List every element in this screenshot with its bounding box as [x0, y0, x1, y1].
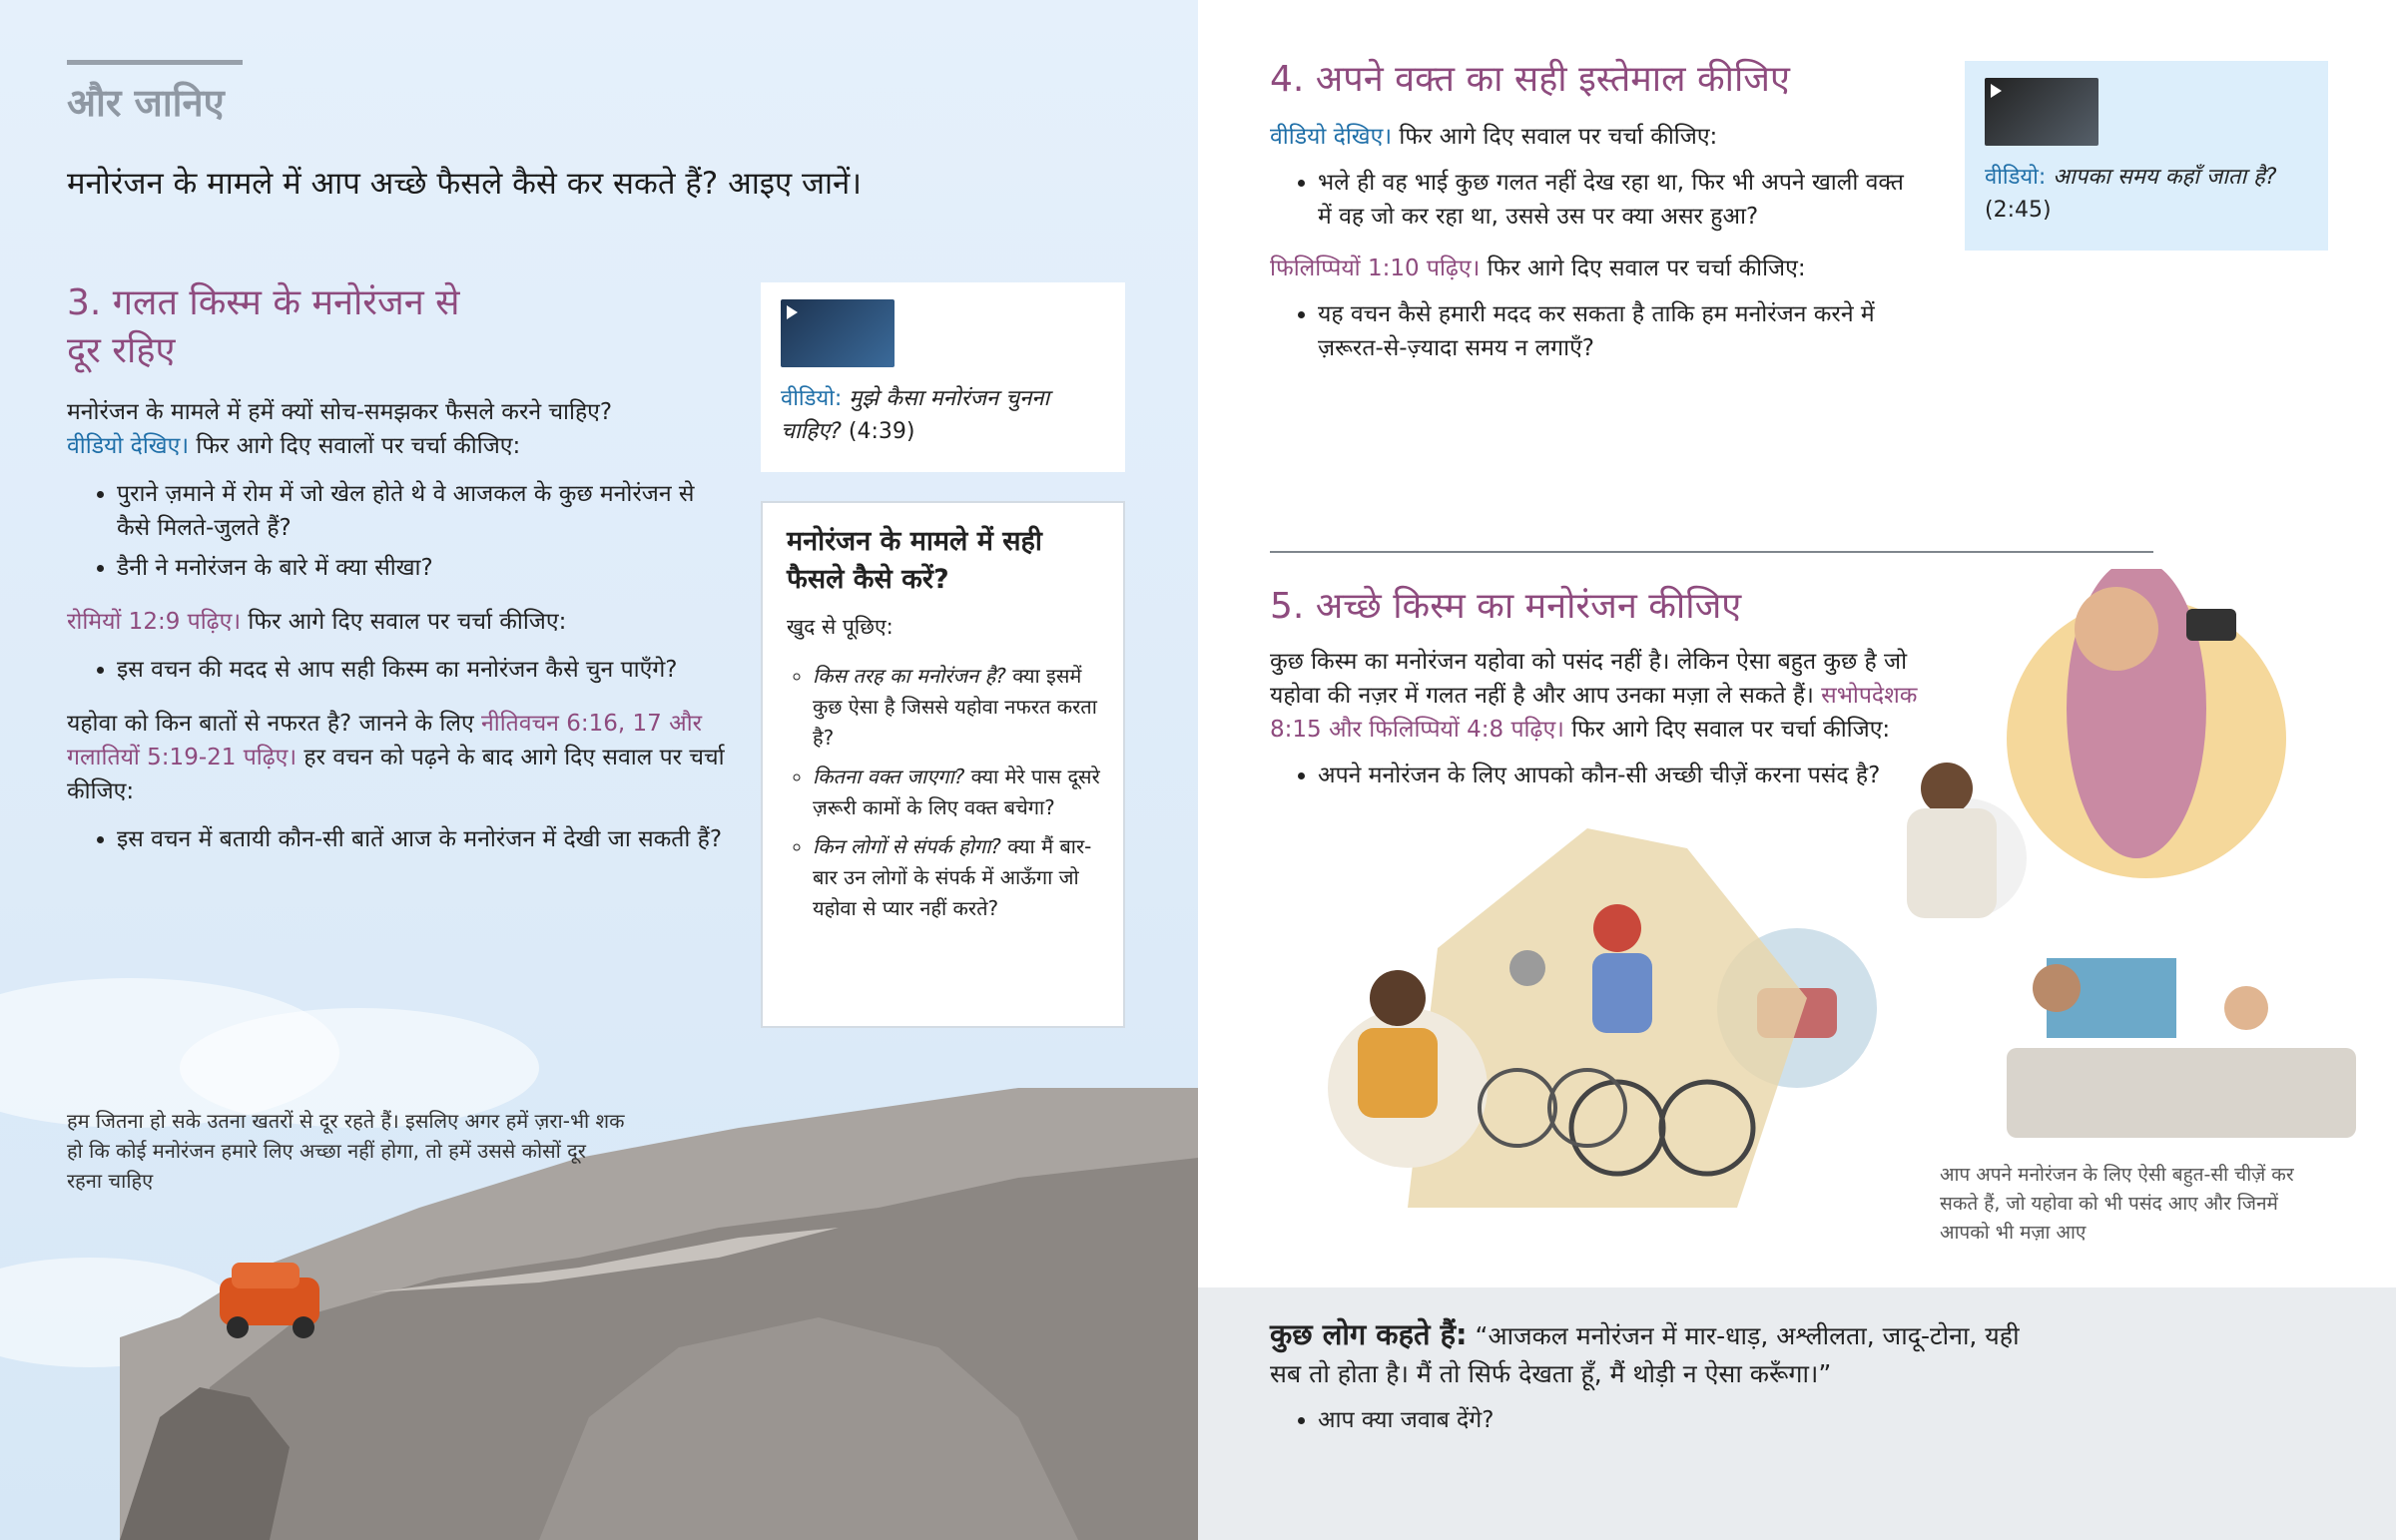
- section-4: [1270, 56, 1909, 371]
- scripture-link[interactable]: फिलिप्पियों 1:10 पढ़िए।: [1270, 256, 1481, 281]
- quote-text: [1270, 1315, 2049, 1393]
- list-item: • पुराने ज़माने में रोम में जो खेल होते थे वे आजकल के कुछ मनोरंजन से कैसे मिलते-जुलते हैं?: [117, 477, 726, 545]
- video-box[interactable]: [761, 282, 1125, 472]
- section-5-bullets: [1270, 759, 1969, 792]
- list-item: • अपने मनोरंजन के लिए आपको कौन-सी अच्छी चीज़ें करना पसंद है?: [1318, 759, 1969, 792]
- para-text: फिर आगे दिए सवाल पर चर्चा कीजिए:: [1392, 124, 1718, 150]
- section-3-title-line2: दूर रहिए: [67, 330, 176, 371]
- em-text: कितना: [813, 765, 862, 788]
- video-thumbnail[interactable]: [1985, 78, 2098, 146]
- section-label: और जानिए: [67, 81, 225, 125]
- section-divider: [1270, 551, 2153, 553]
- section-4-para1: [1270, 120, 1909, 154]
- list-item: • इस वचन की मदद से आप सही किस्म का मनोरंजन कैसे चुन पाएँगे?: [117, 653, 726, 687]
- ask-yourself-box: [761, 501, 1125, 1028]
- video-box[interactable]: [1965, 61, 2328, 251]
- quote-body: “आजकल मनोरंजन में मार-धाड़, अश्लीलता, जादू-टोना, यही सब तो होता है। मैं तो सिर्फ देखता हूँ, मैं थोड़ी न ऐसा करूँगा।”: [1270, 1321, 2020, 1388]
- item-text: क्या मेरे पास दूसरे ज़रूरी कामों के लिए वक्त बचेगा?: [813, 765, 1100, 819]
- video-title[interactable]: मुझे कैसा मनोरंजन चुनना चाहिए?: [781, 386, 1050, 444]
- list-item: • डैनी ने मनोरंजन के बारे में क्या सीखा?: [117, 551, 726, 585]
- section-4-bullets-2: [1270, 297, 1909, 365]
- play-icon: [787, 305, 798, 319]
- list-item: • भले ही वह भाई कुछ गलत नहीं देख रहा था, फिर भी अपने खाली वक्त में वह जो कर रहा था, उससे उस पर क्या असर हुआ?: [1318, 166, 1909, 234]
- item-text: क्या इसमें कुछ ऐसा है जिससे यहोवा नफरत करता है?: [813, 664, 1097, 750]
- em-text: किस तरह: [813, 664, 884, 688]
- scripture-link[interactable]: सभोपदेशक 8:15 और फिलिप्पियों 4:8 पढ़िए।: [1270, 683, 1918, 743]
- section-3-para2: [67, 605, 726, 639]
- list-item: [813, 661, 1112, 754]
- video-label: वीडियो:: [1985, 165, 2047, 190]
- quote-lead: कुछ लोग कहते हैं:: [1270, 1317, 1468, 1351]
- section-5: [1270, 583, 1969, 798]
- para-text: फिर आगे दिए सवालों पर चर्चा कीजिए:: [189, 433, 521, 459]
- scripture-link[interactable]: नीतिवचन 6:16, 17 और गलातियों 5:19-21 पढ़िए।: [67, 711, 703, 770]
- video-label: वीडियो:: [781, 386, 843, 411]
- quote-bullets: [1270, 1403, 2049, 1437]
- intro-text: मनोरंजन के मामले में आप अच्छे फैसले कैसे कर सकते हैं? आइए जानें।: [67, 166, 862, 202]
- para-text: फिर आगे दिए सवाल पर चर्चा कीजिए:: [1563, 717, 1891, 743]
- list-item: [813, 831, 1112, 924]
- section-3-para3: [67, 707, 726, 808]
- para-text: हर वचन को पढ़ने के बाद आगे दिए सवाल पर चर्चा कीजिए:: [67, 745, 725, 804]
- image-caption-right: आप अपने मनोरंजन के लिए ऐसी बहुत-सी चीज़ें कर सकते हैं, जो यहोवा को भी पसंद आए और जिनमें आपको भी मज़ा आए: [1940, 1164, 2294, 1244]
- section-3-title-line1: 3. गलत किस्म के मनोरंजन से: [67, 282, 460, 323]
- video-caption: [1985, 161, 2314, 227]
- section-5-title: 5. अच्छे किस्म का मनोरंजन कीजिए: [1270, 586, 1742, 627]
- list-item: • आप क्या जवाब देंगे?: [1318, 1403, 2049, 1437]
- video-title[interactable]: आपका समय कहाँ जाता है?: [2053, 165, 2277, 190]
- list-item: [813, 762, 1112, 823]
- para-text: कुछ किस्म का मनोरंजन यहोवा को पसंद नहीं है। लेकिन ऐसा बहुत कुछ है जो यहोवा की नज़र में गलत नहीं है और आप उनका मज़ा ले सकते हैं।: [1270, 649, 1908, 709]
- item-text: क्या मैं बार-बार उन लोगों के संपर्क में आऊँगा जो यहोवा से प्यार नहीं करते?: [813, 834, 1092, 920]
- video-duration: (4:39): [848, 419, 915, 444]
- section-3-bullets: [67, 477, 726, 585]
- para-text: मनोरंजन के मामले में हमें क्यों सोच-समझकर फैसले करने चाहिए?: [67, 399, 613, 425]
- section-4-para2: [1270, 252, 1909, 285]
- section-4-title: 4. अपने वक्त का सही इस्तेमाल कीजिए: [1270, 59, 1790, 100]
- list-item: • यह वचन कैसे हमारी मदद कर सकता है ताकि हम मनोरंजन करने में ज़रूरत-से-ज़्यादा समय न लगाएँ?: [1318, 297, 1909, 365]
- em-text: वक्त जाएगा?: [861, 765, 965, 788]
- em-text: किन लोगों: [813, 834, 887, 858]
- para-text: यहोवा को किन बातों से नफरत है? जानने के लिए: [67, 711, 481, 737]
- section-3-bullets-3: [67, 822, 726, 856]
- section-5-para1: [1270, 645, 1959, 747]
- play-icon: [1991, 84, 2002, 98]
- em-text: से संपर्क होगा?: [886, 834, 1001, 858]
- section-rule: [67, 60, 243, 65]
- em-text: का मनोरंजन है?: [883, 664, 1006, 688]
- scripture-link[interactable]: रोमियों 12:9 पढ़िए।: [67, 609, 242, 635]
- quote-section: [1270, 1315, 2049, 1443]
- section-4-bullets: [1270, 166, 1909, 234]
- image-caption-left: हम जितना हो सके उतना खतरों से दूर रहते हैं। इसलिए अगर हमें ज़रा-भी शक हो कि कोई मनोरंजन हमारे लिए अच्छा नहीं होगा, तो हमें उससे कोसों दूर रहना चाहिए: [67, 1109, 625, 1193]
- list-item: • इस वचन में बतायी कौन-सी बातें आज के मनोरंजन में देखी जा सकती हैं?: [117, 822, 726, 856]
- para-text: फिर आगे दिए सवाल पर चर्चा कीजिए:: [1480, 256, 1806, 281]
- ask-box-prompt: खुद से पूछिए:: [787, 615, 894, 639]
- video-duration: (2:45): [1985, 198, 2052, 223]
- ask-box-list: [787, 661, 1112, 932]
- section-3-para1: [67, 395, 726, 463]
- watch-video-link[interactable]: वीडियो देखिए।: [1270, 124, 1393, 150]
- ask-box-title: मनोरंजन के मामले में सही फैसले कैसे करें?: [787, 526, 1042, 595]
- para-text: फिर आगे दिए सवाल पर चर्चा कीजिए:: [241, 609, 567, 635]
- video-caption: [781, 382, 1110, 448]
- section-3-bullets-2: [67, 653, 726, 687]
- watch-video-link[interactable]: वीडियो देखिए।: [67, 433, 190, 459]
- section-3: [67, 279, 726, 862]
- video-thumbnail[interactable]: [781, 299, 895, 367]
